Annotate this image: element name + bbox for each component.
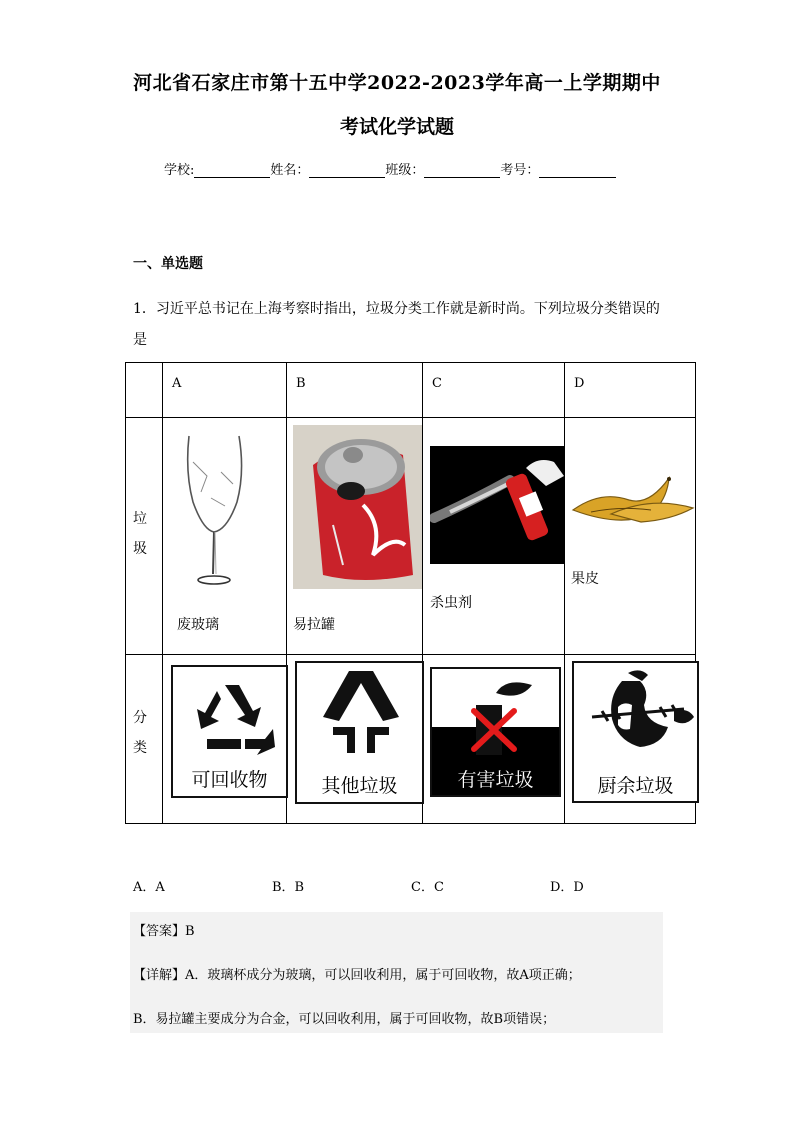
cell-item-c xyxy=(423,418,565,655)
sign-label-a: 可回收物 xyxy=(191,769,268,791)
cell-item-b xyxy=(287,418,423,655)
hazardous-bottle-icon xyxy=(466,675,536,755)
corner-cell xyxy=(126,363,163,418)
option-b[interactable]: B．B xyxy=(272,880,305,895)
name-label: 姓名： xyxy=(270,163,310,178)
row-label-garbage: 垃 圾 xyxy=(126,418,163,655)
recycle-arrows-icon xyxy=(187,677,277,761)
cell-sign-a xyxy=(163,655,287,824)
student-info-row xyxy=(164,159,616,178)
broken-wine-glass-image xyxy=(181,432,251,592)
recyclable-sign xyxy=(171,665,288,798)
class-label: 班级： xyxy=(385,163,425,178)
item-label-b: 易拉罐 xyxy=(293,617,335,633)
sign-label-c: 有害垃圾 xyxy=(457,769,534,791)
other-waste-sign xyxy=(295,661,424,804)
crushed-can-image xyxy=(293,425,422,589)
item-label-a: 废玻璃 xyxy=(177,617,219,633)
school-blank[interactable] xyxy=(194,163,270,178)
item-label-c: 杀虫剂 xyxy=(430,595,472,611)
detail-line-2: B．易拉罐主要成分为合金，可以回收利用，属于可回收物，故B项错误； xyxy=(133,1012,556,1027)
sign-label-b: 其他垃圾 xyxy=(321,775,398,797)
cell-item-a xyxy=(163,418,287,655)
cell-sign-c xyxy=(423,655,565,824)
sign-label-d: 厨余垃圾 xyxy=(597,775,674,797)
garbage-table xyxy=(125,362,696,824)
kitchen-waste-sign xyxy=(572,661,699,803)
school-label: 学校: xyxy=(164,163,195,178)
option-c[interactable]: C．C xyxy=(411,880,444,895)
col-header-a: A xyxy=(163,363,287,418)
item-label-d: 果皮 xyxy=(571,571,599,587)
option-d[interactable]: D．D xyxy=(550,880,584,895)
name-blank[interactable] xyxy=(309,163,385,178)
answer-explanation-box xyxy=(130,912,663,1033)
answer-line: 【答案】B xyxy=(133,924,195,939)
row-label-category: 分 类 xyxy=(126,655,163,824)
col-header-c: C xyxy=(423,363,565,418)
exam-number-label: 考号： xyxy=(500,163,540,178)
insecticide-spray-image xyxy=(430,446,565,564)
kitchen-waste-icon xyxy=(588,667,696,757)
cell-sign-b xyxy=(287,655,423,824)
cell-item-d xyxy=(565,418,696,655)
class-blank[interactable] xyxy=(424,163,500,178)
col-header-d: D xyxy=(565,363,696,418)
detail-line-1: 【详解】A．玻璃杯成分为玻璃，可以回收利用，属于可回收物，故A项正确； xyxy=(133,968,581,983)
question-text: 1．习近平总书记在上海考察时指出，垃圾分类工作就是新时尚。下列垃圾分类错误的是 xyxy=(133,301,660,348)
cell-sign-d xyxy=(565,655,696,824)
exam-number-blank[interactable] xyxy=(539,163,616,178)
option-a[interactable]: A．A xyxy=(133,880,165,895)
doc-title-line2: 考试化学试题 xyxy=(339,116,454,138)
hazardous-waste-sign xyxy=(430,667,561,797)
section-title: 一、单选题 xyxy=(133,256,203,272)
other-waste-icon xyxy=(321,669,401,753)
answer-options xyxy=(133,876,733,895)
col-header-b: B xyxy=(287,363,423,418)
doc-title-line1: 河北省石家庄市第十五中学2022-2023学年高一上学期期中 xyxy=(133,72,661,94)
banana-peel-image xyxy=(571,470,697,530)
